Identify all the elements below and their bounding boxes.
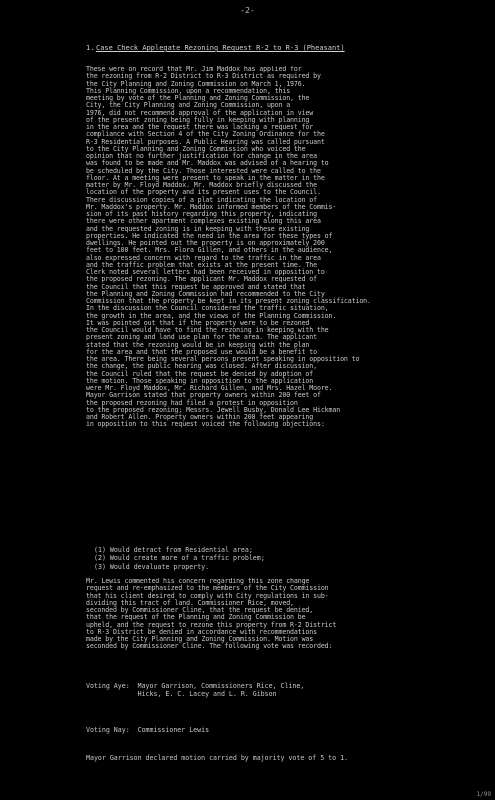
motion-declaration: Mayor Garrison declared motion carried by majority vote of 5 to 1. xyxy=(86,754,349,762)
page-number: -2- xyxy=(240,6,255,15)
section-heading: Case Check Applegate Rezoning Request R-2 to R-3 (Pheasant) xyxy=(96,44,345,52)
objection-item: (3) Would devaluate property. xyxy=(94,562,210,571)
vote-nays: Voting Nay: Commissioner Lewis xyxy=(86,726,210,734)
section-bullet: 1. xyxy=(86,44,95,52)
main-paragraph: These were on record that Mr. Jim Maddox has applied for the rezoning from R-2 District to R-3 District as required by the City Planning and Zoning Commission on March 1, 1976. This Planning Commission, upon a recommendation, this meeting by vote of the Planning and Zoning Commission, the City, the City Planning and Zoning Commission, upon a 1976, did not recommend approval of the application in view of the present zoning being fully in keeping with planning in the area and the request there was lacking a request for compliance with Section 4 of the City Zoning Ordinance for the R-3 Residential purposes. A Public Hearing was called pursuant to the City Planning and Zoning Commission who voiced the opinion that no further justification for change in the area was found to be made and Mr. Maddox was advised of a hearing to be scheduled by the City. Those interested were called to the floor. At a meeting were present to speak in the matter in the matter by Mr. Floyd Maddox. Mr. Maddox briefly discussed the location of the property and its present uses to the Council. There discussion copies of a plat indicating the location of Mr. Maddox's property. Mr. Maddox informed members of the Commis- sion of its past history regarding this property, indicating there were other apartment complexes existing along this area and the requested zoning is in keeping with these existing properties. He indicated the need in the area for these types of dwellings. He pointed out the property is on approximately 200 feet to 100 feet. Mrs. Flora Gillen, and others in the audience, also expressed concern with regard to the traffic in the area and the traffic problem that exists at the present time. The Clerk noted several letters had been received in opposition to the proposed rezoning. The applicant Mr. Maddox requested of the Council that this request be approved and stated that the Planning and Zoning Commission had recommended to the City Commission that the property be kept in its present zoning classification. In the discussion the Council considered the traffic situation, the growth in the area, and the views of the Planning Commission. It was pointed out that if the property were to be rezoned the Council would have to find the rezoning in keeping with the present zoning and land use plan for the area. The applicant stated that the rezoning would be in keeping with the plan for the area and that the proposed use would be a benefit to the area. There being several persons present speaking in opposition to the change, the public hearing was closed. After discussion, the Council ruled that the request be denied by adoption of the motion. Those speaking in opposition to the application were Mr. Floyd Maddox, Mr. Richard Gillen, and Mrs. Hazel Moore. Mayor Garrison stated that property owners within 200 feet of the proposed rezoning had filed a protest in opposition to the proposed rezoning; Messrs. Jewell Busby, Donald Lee Hickman and Robert Allen. Property owners within 200 feet appearing in opposition to this request voiced the following objections: xyxy=(86,66,371,429)
vote-ayes: Voting Aye: Mayor Garrison, Commissioners Rice, Cline, Hicks, E. C. Lacey and L. R. Gibson xyxy=(86,682,305,698)
corner-mark: 1/99 xyxy=(476,791,491,798)
objection-item: (2) Would create more of a traffic problem; xyxy=(94,554,265,563)
motion-paragraph: Mr. Lewis commented his concern regarding this zone change request and re-emphasized to the members of the City Commission that his client desired to comply with City regulations in sub- dividing this tract of land. Commissioner Rice, moved, seconded by Commissioner Cline, that the request be denied, that the request of the Planning and Zoning Commission be upheld, and the request to rezone this property from R-2 District to R-3 District be denied in accordance with recommendations made by the City Planning and Zoning Commission. Motion was seconded by Commissioner Cline. The following vote was recorded: xyxy=(86,578,337,651)
objection-item: (1) Would detract from Residential area; xyxy=(94,546,253,554)
objections-list xyxy=(94,546,394,571)
